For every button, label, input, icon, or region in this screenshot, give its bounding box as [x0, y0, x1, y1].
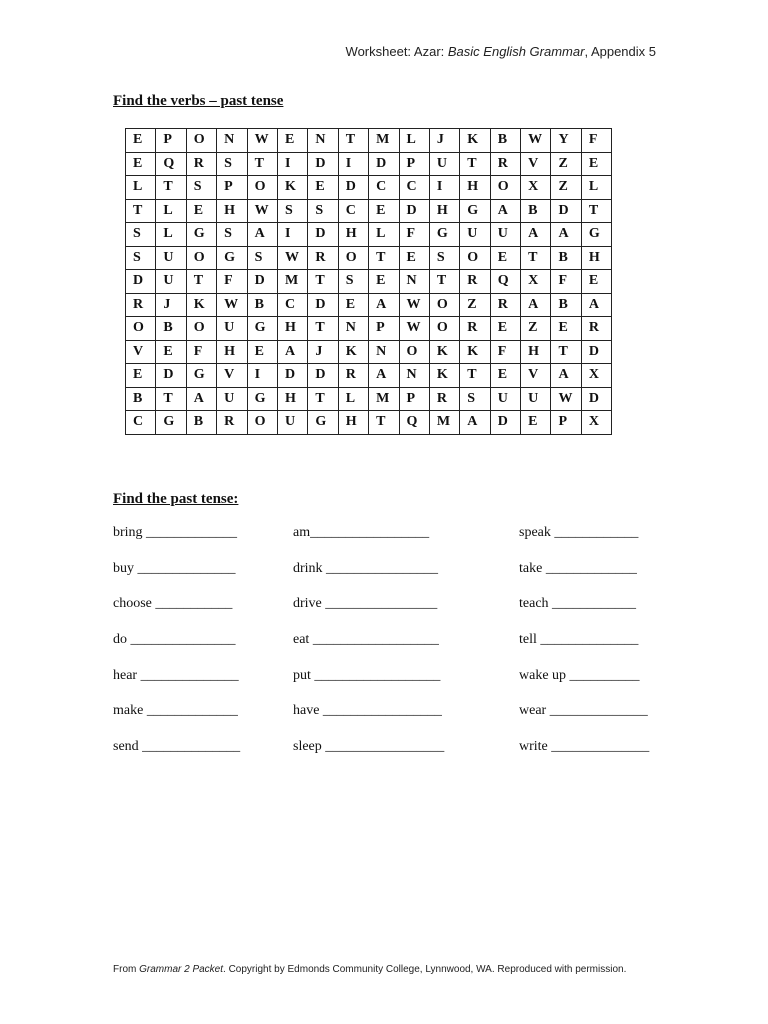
- grid-cell: S: [247, 246, 277, 270]
- grid-cell: R: [186, 152, 216, 176]
- grid-cell: T: [460, 152, 490, 176]
- grid-cell: D: [156, 364, 186, 388]
- grid-cell: N: [338, 317, 368, 341]
- grid-cell: R: [126, 293, 156, 317]
- grid-cell: R: [308, 246, 338, 270]
- grid-row: [126, 129, 612, 153]
- grid-cell: E: [186, 199, 216, 223]
- header-prefix: Worksheet: Azar:: [345, 44, 448, 59]
- grid-cell: S: [460, 387, 490, 411]
- grid-cell: W: [399, 293, 429, 317]
- grid-cell: Z: [521, 317, 551, 341]
- grid-cell: W: [247, 199, 277, 223]
- grid-cell: E: [126, 129, 156, 153]
- grid-cell: H: [277, 317, 307, 341]
- grid-cell: Z: [551, 176, 581, 200]
- exercise-item: send ______________: [113, 739, 241, 755]
- grid-cell: I: [277, 223, 307, 247]
- word-search-heading: Find the verbs – past tense: [113, 93, 284, 109]
- grid-cell: D: [581, 387, 611, 411]
- grid-cell: T: [308, 317, 338, 341]
- grid-cell: J: [308, 340, 338, 364]
- grid-cell: E: [126, 364, 156, 388]
- grid-cell: Z: [460, 293, 490, 317]
- grid-cell: M: [277, 270, 307, 294]
- grid-cell: Z: [551, 152, 581, 176]
- grid-cell: E: [490, 364, 520, 388]
- grid-cell: X: [581, 411, 611, 435]
- exercise-item: make _____________: [113, 703, 238, 719]
- grid-cell: V: [521, 364, 551, 388]
- grid-cell: E: [490, 317, 520, 341]
- grid-cell: H: [338, 411, 368, 435]
- grid-cell: T: [369, 246, 399, 270]
- grid-cell: T: [156, 176, 186, 200]
- grid-cell: D: [369, 152, 399, 176]
- grid-cell: G: [581, 223, 611, 247]
- grid-cell: F: [217, 270, 247, 294]
- grid-cell: T: [369, 411, 399, 435]
- grid-cell: H: [277, 387, 307, 411]
- exercise-item: wake up __________: [519, 667, 640, 683]
- exercise-item: am_________________: [293, 525, 430, 540]
- grid-cell: C: [338, 199, 368, 223]
- grid-cell: S: [126, 246, 156, 270]
- grid-cell: U: [490, 223, 520, 247]
- grid-cell: E: [490, 246, 520, 270]
- grid-row: [126, 411, 612, 435]
- grid-cell: B: [551, 293, 581, 317]
- exercise-item: tell ______________: [519, 632, 639, 648]
- grid-cell: S: [217, 223, 247, 247]
- grid-cell: U: [277, 411, 307, 435]
- grid-cell: E: [126, 152, 156, 176]
- exercise-item: bring _____________: [113, 525, 238, 540]
- grid-row: [126, 176, 612, 200]
- grid-cell: P: [156, 129, 186, 153]
- grid-cell: E: [277, 129, 307, 153]
- grid-cell: D: [277, 364, 307, 388]
- grid-cell: H: [581, 246, 611, 270]
- grid-cell: E: [581, 152, 611, 176]
- exercise-item: put __________________: [293, 667, 441, 683]
- grid-cell: G: [429, 223, 459, 247]
- grid-cell: X: [521, 270, 551, 294]
- grid-cell: K: [460, 340, 490, 364]
- grid-cell: I: [247, 364, 277, 388]
- grid-cell: T: [308, 270, 338, 294]
- grid-cell: V: [217, 364, 247, 388]
- grid-cell: B: [490, 129, 520, 153]
- grid-cell: O: [186, 246, 216, 270]
- grid-cell: T: [186, 270, 216, 294]
- grid-cell: D: [338, 176, 368, 200]
- grid-cell: E: [308, 176, 338, 200]
- grid-cell: N: [308, 129, 338, 153]
- grid-cell: A: [277, 340, 307, 364]
- grid-cell: M: [369, 387, 399, 411]
- grid-cell: K: [429, 364, 459, 388]
- grid-cell: G: [156, 411, 186, 435]
- grid-cell: W: [247, 129, 277, 153]
- grid-cell: L: [126, 176, 156, 200]
- grid-cell: O: [399, 340, 429, 364]
- grid-cell: D: [581, 340, 611, 364]
- grid-cell: G: [308, 411, 338, 435]
- grid-cell: U: [156, 270, 186, 294]
- grid-cell: B: [186, 411, 216, 435]
- grid-cell: R: [490, 152, 520, 176]
- grid-cell: O: [460, 246, 490, 270]
- exercise-item: do _______________: [113, 632, 236, 648]
- grid-cell: K: [277, 176, 307, 200]
- grid-cell: L: [399, 129, 429, 153]
- exercise-item: teach ____________: [519, 596, 637, 612]
- grid-cell: O: [186, 129, 216, 153]
- exercise-item: wear ______________: [519, 703, 648, 719]
- grid-cell: O: [186, 317, 216, 341]
- grid-cell: G: [460, 199, 490, 223]
- grid-cell: R: [460, 317, 490, 341]
- exercise-column-1: [113, 525, 240, 775]
- grid-cell: K: [186, 293, 216, 317]
- grid-cell: Q: [399, 411, 429, 435]
- grid-cell: T: [338, 129, 368, 153]
- grid-cell: R: [217, 411, 247, 435]
- grid-cell: S: [308, 199, 338, 223]
- grid-cell: A: [551, 223, 581, 247]
- grid-cell: L: [369, 223, 399, 247]
- grid-cell: I: [338, 152, 368, 176]
- grid-cell: N: [399, 270, 429, 294]
- grid-cell: G: [247, 387, 277, 411]
- grid-cell: R: [460, 270, 490, 294]
- grid-cell: B: [551, 246, 581, 270]
- worksheet-header: [346, 44, 656, 59]
- grid-cell: H: [338, 223, 368, 247]
- grid-cell: V: [521, 152, 551, 176]
- exercise-item: buy ______________: [113, 560, 236, 576]
- grid-row: [126, 246, 612, 270]
- grid-cell: K: [460, 129, 490, 153]
- grid-cell: F: [551, 270, 581, 294]
- grid-cell: R: [338, 364, 368, 388]
- grid-cell: N: [399, 364, 429, 388]
- grid-cell: S: [338, 270, 368, 294]
- grid-row: [126, 223, 612, 247]
- word-search-grid: [125, 128, 612, 435]
- exercise-item: drink ________________: [293, 560, 439, 576]
- exercise-item: hear ______________: [113, 667, 239, 683]
- grid-cell: K: [429, 340, 459, 364]
- grid-cell: T: [126, 199, 156, 223]
- grid-cell: T: [429, 270, 459, 294]
- grid-cell: X: [521, 176, 551, 200]
- grid-row: [126, 270, 612, 294]
- grid-cell: O: [247, 176, 277, 200]
- grid-row: [126, 317, 612, 341]
- grid-cell: U: [521, 387, 551, 411]
- grid-cell: Q: [156, 152, 186, 176]
- exercise-item: write ______________: [519, 739, 650, 755]
- exercise-item: take _____________: [519, 560, 637, 576]
- grid-cell: A: [490, 199, 520, 223]
- exercise-item: eat __________________: [293, 632, 439, 648]
- grid-cell: W: [217, 293, 247, 317]
- grid-cell: O: [429, 317, 459, 341]
- grid-cell: E: [338, 293, 368, 317]
- exercise-item: sleep _________________: [293, 739, 445, 755]
- grid-cell: A: [186, 387, 216, 411]
- grid-cell: A: [247, 223, 277, 247]
- grid-cell: H: [460, 176, 490, 200]
- grid-cell: D: [399, 199, 429, 223]
- grid-cell: I: [429, 176, 459, 200]
- footer-source: Grammar 2 Packet: [139, 964, 224, 975]
- grid-cell: D: [551, 199, 581, 223]
- grid-cell: Y: [551, 129, 581, 153]
- exercise-item: drive ________________: [293, 596, 438, 612]
- grid-cell: W: [521, 129, 551, 153]
- grid-cell: D: [308, 152, 338, 176]
- grid-cell: W: [399, 317, 429, 341]
- grid-cell: E: [521, 411, 551, 435]
- grid-cell: R: [429, 387, 459, 411]
- grid-cell: R: [490, 293, 520, 317]
- grid-cell: U: [217, 387, 247, 411]
- grid-cell: E: [156, 340, 186, 364]
- grid-row: [126, 387, 612, 411]
- grid-cell: D: [308, 364, 338, 388]
- grid-cell: H: [429, 199, 459, 223]
- grid-cell: M: [429, 411, 459, 435]
- grid-cell: S: [217, 152, 247, 176]
- grid-cell: U: [490, 387, 520, 411]
- grid-cell: D: [308, 223, 338, 247]
- grid-cell: A: [369, 293, 399, 317]
- grid-cell: S: [126, 223, 156, 247]
- grid-cell: G: [217, 246, 247, 270]
- copyright-footer: [113, 964, 626, 975]
- grid-cell: T: [308, 387, 338, 411]
- grid-cell: N: [217, 129, 247, 153]
- grid-cell: C: [277, 293, 307, 317]
- grid-cell: L: [338, 387, 368, 411]
- grid-cell: B: [156, 317, 186, 341]
- header-book-title: Basic English Grammar: [447, 44, 585, 59]
- grid-cell: D: [490, 411, 520, 435]
- grid-cell: S: [186, 176, 216, 200]
- grid-cell: A: [369, 364, 399, 388]
- grid-cell: A: [581, 293, 611, 317]
- grid-cell: S: [277, 199, 307, 223]
- exercise-column-3: [519, 525, 649, 775]
- grid-cell: G: [247, 317, 277, 341]
- footer-prefix: From: [113, 964, 140, 975]
- grid-cell: P: [551, 411, 581, 435]
- grid-cell: T: [460, 364, 490, 388]
- grid-cell: E: [369, 270, 399, 294]
- header-suffix: , Appendix 5: [584, 44, 656, 59]
- grid-cell: T: [581, 199, 611, 223]
- grid-cell: E: [369, 199, 399, 223]
- grid-cell: B: [126, 387, 156, 411]
- exercise-item: have _________________: [293, 703, 442, 719]
- grid-row: [126, 293, 612, 317]
- exercise-item: choose ___________: [113, 596, 233, 612]
- grid-cell: Q: [490, 270, 520, 294]
- grid-cell: D: [308, 293, 338, 317]
- grid-cell: U: [460, 223, 490, 247]
- grid-cell: H: [217, 199, 247, 223]
- grid-cell: G: [186, 364, 216, 388]
- grid-cell: H: [521, 340, 551, 364]
- grid-row: [126, 199, 612, 223]
- grid-cell: O: [126, 317, 156, 341]
- grid-cell: G: [186, 223, 216, 247]
- grid-cell: L: [156, 223, 186, 247]
- grid-cell: P: [399, 152, 429, 176]
- grid-cell: T: [247, 152, 277, 176]
- grid-cell: S: [429, 246, 459, 270]
- grid-cell: L: [156, 199, 186, 223]
- grid-cell: B: [521, 199, 551, 223]
- grid-cell: U: [429, 152, 459, 176]
- grid-cell: E: [551, 317, 581, 341]
- grid-cell: A: [460, 411, 490, 435]
- grid-row: [126, 364, 612, 388]
- grid-cell: O: [490, 176, 520, 200]
- grid-cell: U: [217, 317, 247, 341]
- grid-cell: P: [399, 387, 429, 411]
- grid-cell: F: [490, 340, 520, 364]
- exercise-column-2: [293, 525, 444, 775]
- grid-cell: F: [399, 223, 429, 247]
- grid-cell: B: [247, 293, 277, 317]
- grid-cell: J: [429, 129, 459, 153]
- grid-cell: F: [186, 340, 216, 364]
- grid-cell: W: [551, 387, 581, 411]
- grid-cell: O: [429, 293, 459, 317]
- grid-cell: F: [581, 129, 611, 153]
- grid-cell: C: [369, 176, 399, 200]
- grid-cell: U: [156, 246, 186, 270]
- grid-cell: R: [581, 317, 611, 341]
- grid-cell: P: [369, 317, 399, 341]
- grid-cell: A: [521, 293, 551, 317]
- grid-cell: P: [217, 176, 247, 200]
- grid-cell: A: [521, 223, 551, 247]
- grid-cell: N: [369, 340, 399, 364]
- grid-cell: T: [551, 340, 581, 364]
- grid-cell: J: [156, 293, 186, 317]
- grid-cell: A: [551, 364, 581, 388]
- grid-cell: H: [217, 340, 247, 364]
- grid-row: [126, 340, 612, 364]
- footer-suffix: . Copyright by Edmonds Community College, Lynnwood, WA. Reproduced with permission.: [223, 964, 627, 975]
- grid-cell: M: [369, 129, 399, 153]
- grid-cell: E: [581, 270, 611, 294]
- grid-cell: C: [399, 176, 429, 200]
- grid-cell: T: [521, 246, 551, 270]
- grid-cell: E: [247, 340, 277, 364]
- grid-cell: I: [277, 152, 307, 176]
- grid-cell: D: [126, 270, 156, 294]
- grid-cell: O: [247, 411, 277, 435]
- grid-cell: O: [338, 246, 368, 270]
- exercise-item: speak ____________: [519, 525, 639, 540]
- grid-cell: T: [156, 387, 186, 411]
- grid-cell: E: [399, 246, 429, 270]
- grid-cell: W: [277, 246, 307, 270]
- grid-cell: V: [126, 340, 156, 364]
- grid-cell: K: [338, 340, 368, 364]
- grid-row: [126, 152, 612, 176]
- grid-cell: C: [126, 411, 156, 435]
- past-tense-heading: Find the past tense:: [113, 491, 239, 507]
- grid-cell: D: [247, 270, 277, 294]
- grid-cell: X: [581, 364, 611, 388]
- grid-cell: L: [581, 176, 611, 200]
